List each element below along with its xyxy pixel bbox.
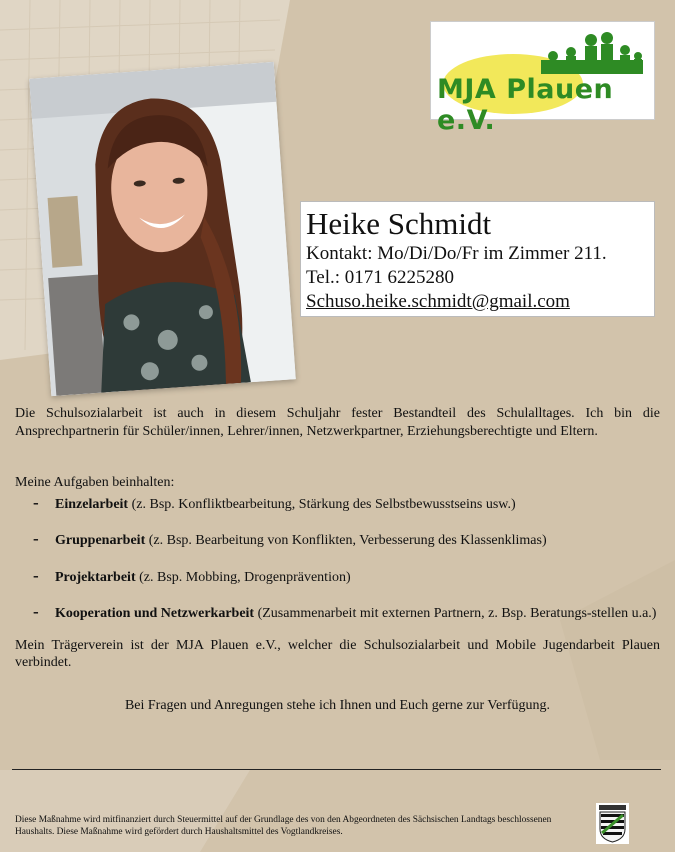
bullet-dash: - xyxy=(33,602,39,621)
task-title: Kooperation und Netzwerkarbeit xyxy=(55,606,255,621)
list-item xyxy=(15,529,660,550)
bullet-dash: - xyxy=(33,492,39,512)
closing-paragraph: Bei Fragen und Anregungen stehe ich Ihnen und Euch gerne zur Verfügung. xyxy=(124,697,551,713)
bullet-dash: - xyxy=(33,529,39,548)
logo-mja-plauen xyxy=(430,21,655,136)
list-item xyxy=(15,492,660,514)
task-title: Projektarbeit xyxy=(55,569,136,585)
tasks-heading: Meine Aufgaben beinhalten: xyxy=(15,475,175,490)
list-item xyxy=(15,565,660,587)
contact-name: Heike Schmidt xyxy=(306,206,492,241)
intro-paragraph: Die Schulsozialarbeit ist auch in diesem Schuljahr fester Bestandteil des Schulalltages. Ich bin die Ansprechpartnerin für Schüler/innen, Lehrer/innen, Netzwerkpartner, Erziehungsberechtigte und Eltern. xyxy=(15,406,660,439)
task-detail: (z. Bsp. Bearbeitung von Konflikten, Verbesserung des Klassenklimas) xyxy=(145,533,547,548)
task-detail: (z. Bsp. Mobbing, Drogenprävention) xyxy=(135,569,351,585)
bullet-dash: - xyxy=(33,565,39,585)
association-paragraph: Mein Trägerverein ist der MJA Plauen e.V., welcher die Schulsozialarbeit und Mobile Jugendarbeit Plauen verbindet. xyxy=(15,637,660,670)
task-detail: (Zusammenarbeit mit externen Partnern, z. Bsp. Beratungs-stellen u.a.) xyxy=(254,606,657,621)
main-content xyxy=(15,405,660,714)
contact-email-link[interactable]: Schuso.heike.schmidt@gmail.com xyxy=(306,291,570,312)
contact-hours: Kontakt: Mo/Di/Do/Fr im Zimmer 211. xyxy=(306,243,607,264)
logo-text: MJA Plauen e.V. xyxy=(437,74,614,136)
footer-divider xyxy=(12,769,661,770)
portrait-photo xyxy=(29,62,296,396)
funding-notice: Diese Maßnahme wird mitfinanziert durch Steuermittel auf der Grundlage des von den Abgeordneten des Sächsischen Landtags beschlossenen Haushalts. Diese Maßnahme wird gefördert durch Haushaltsmittel des Vogtlandkreises. xyxy=(15,815,552,837)
task-detail: (z. Bsp. Konfliktbearbeitung, Stärkung des Selbstbewusstseins usw.) xyxy=(128,496,516,512)
tasks-list xyxy=(15,492,660,623)
task-title: Einzelarbeit xyxy=(55,496,129,512)
task-title: Gruppenarbeit xyxy=(55,533,146,548)
contact-phone: Tel.: 0171 6225280 xyxy=(306,267,455,288)
contact-card xyxy=(300,201,655,317)
saxony-crest-icon xyxy=(596,803,629,844)
list-item xyxy=(15,602,660,623)
